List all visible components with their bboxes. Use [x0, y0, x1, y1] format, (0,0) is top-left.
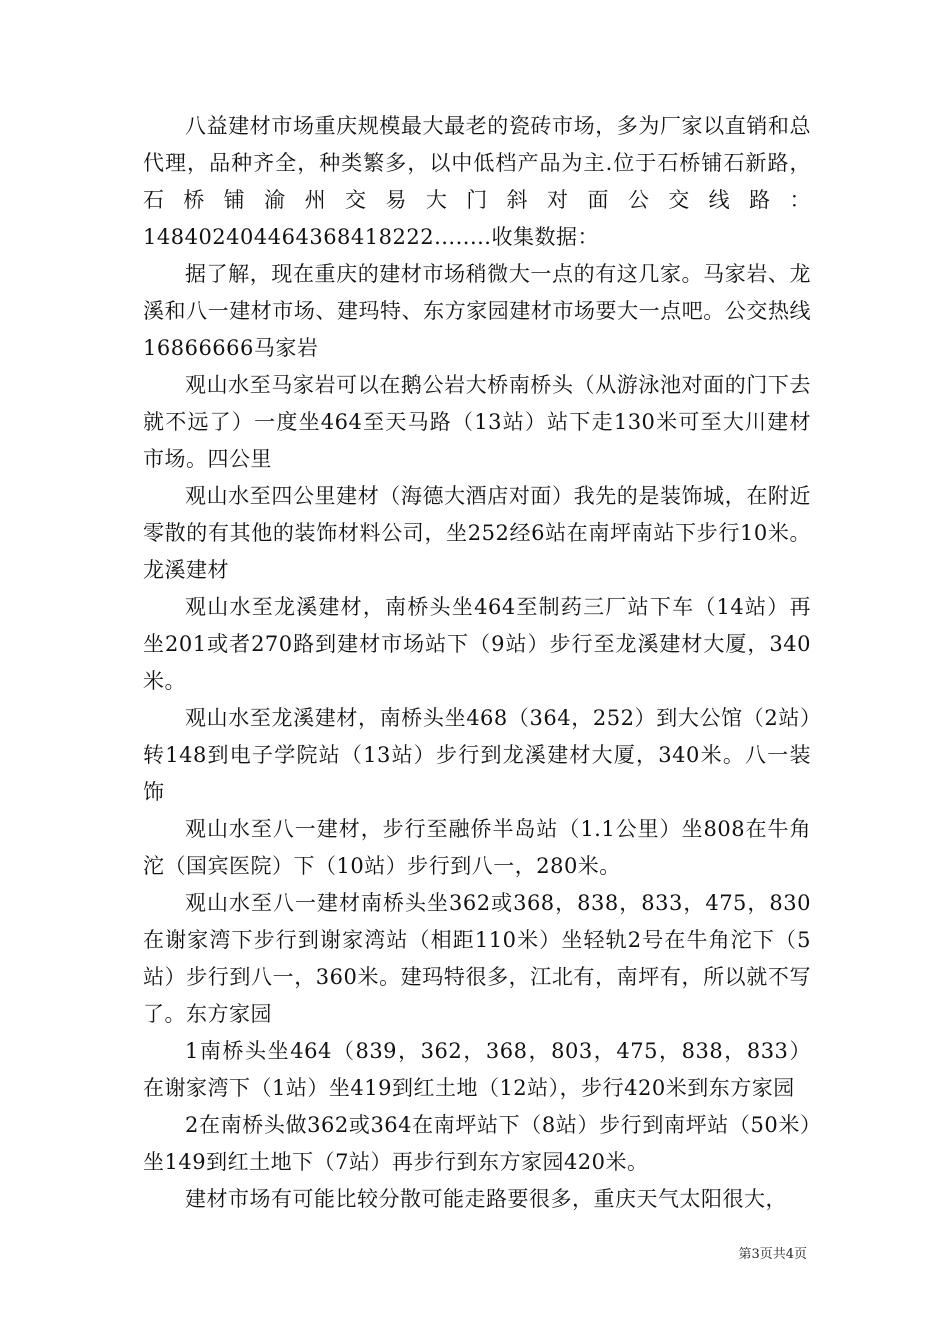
- paragraph: 据了解，现在重庆的建材市场稍微大一点的有这几家。马家岩、龙溪和八一建材市场、建玛特、东方家园建材市场要大一点吧。公交热线16866666马家岩: [143, 262, 811, 360]
- paragraph: 1南桥头坐464（839，362，368，803，475，838，833）在谢家湾下（1站）坐419到红土地（12站），步行420米到东方家园: [143, 1039, 811, 1100]
- paragraph: 观山水至龙溪建材，南桥头坐468（364，252）到大公馆（2站）转148到电子学院站（13站）步行到龙溪建材大厦，340米。八一装饰: [143, 706, 811, 804]
- paragraph: 建材市场有可能比较分散可能走路要很多，重庆天气太阳很大，: [185, 1187, 787, 1211]
- page-number: 第3页共4页: [738, 1247, 807, 1262]
- paragraph: 148402404464368418222........收集数据：: [143, 225, 599, 249]
- paragraph: 观山水至八一建材南桥头坐362或368，838，833，475，830在谢家湾下步行到谢家湾站（相距110米）坐轻轨2号在牛角沱下（5站）步行到八一，360米。建玛特很多，江北有，南坪有，所以就不写了。东方家园: [143, 891, 811, 1026]
- paragraph: 观山水至马家岩可以在鹅公岩大桥南桥头（从游泳池对面的门下去就不远了）一度坐464至天马路（13站）站下走130米可至大川建材市场。四公里: [143, 373, 811, 471]
- document-body: [143, 108, 811, 1218]
- paragraph: 观山水至八一建材，步行至融侨半岛站（1.1公里）坐808在牛角沱（国宾医院）下（10站）步行到八一，280米。: [143, 817, 811, 878]
- paragraph: 2在南桥头做362或364在南坪站下（8站）步行到南坪站（50米）坐149到红土地下（7站）再步行到东方家园420米。: [143, 1113, 811, 1174]
- paragraph: 观山水至龙溪建材，南桥头坐464至制药三厂站下车（14站）再坐201或者270路到建材市场站下（9站）步行至龙溪建材大厦，340米。: [143, 595, 811, 693]
- paragraph: 八益建材市场重庆规模最大最老的瓷砖市场，多为厂家以直销和总代理，品种齐全，种类繁多，以中低档产品为主.位于石桥铺石新路，石桥铺渝州交易大门斜对面公交线路：: [143, 114, 811, 212]
- paragraph: 观山水至四公里建材（海德大酒店对面）我先的是装饰城，在附近零散的有其他的装饰材料公司，坐252经6站在南坪南站下步行10米。龙溪建材: [143, 484, 811, 582]
